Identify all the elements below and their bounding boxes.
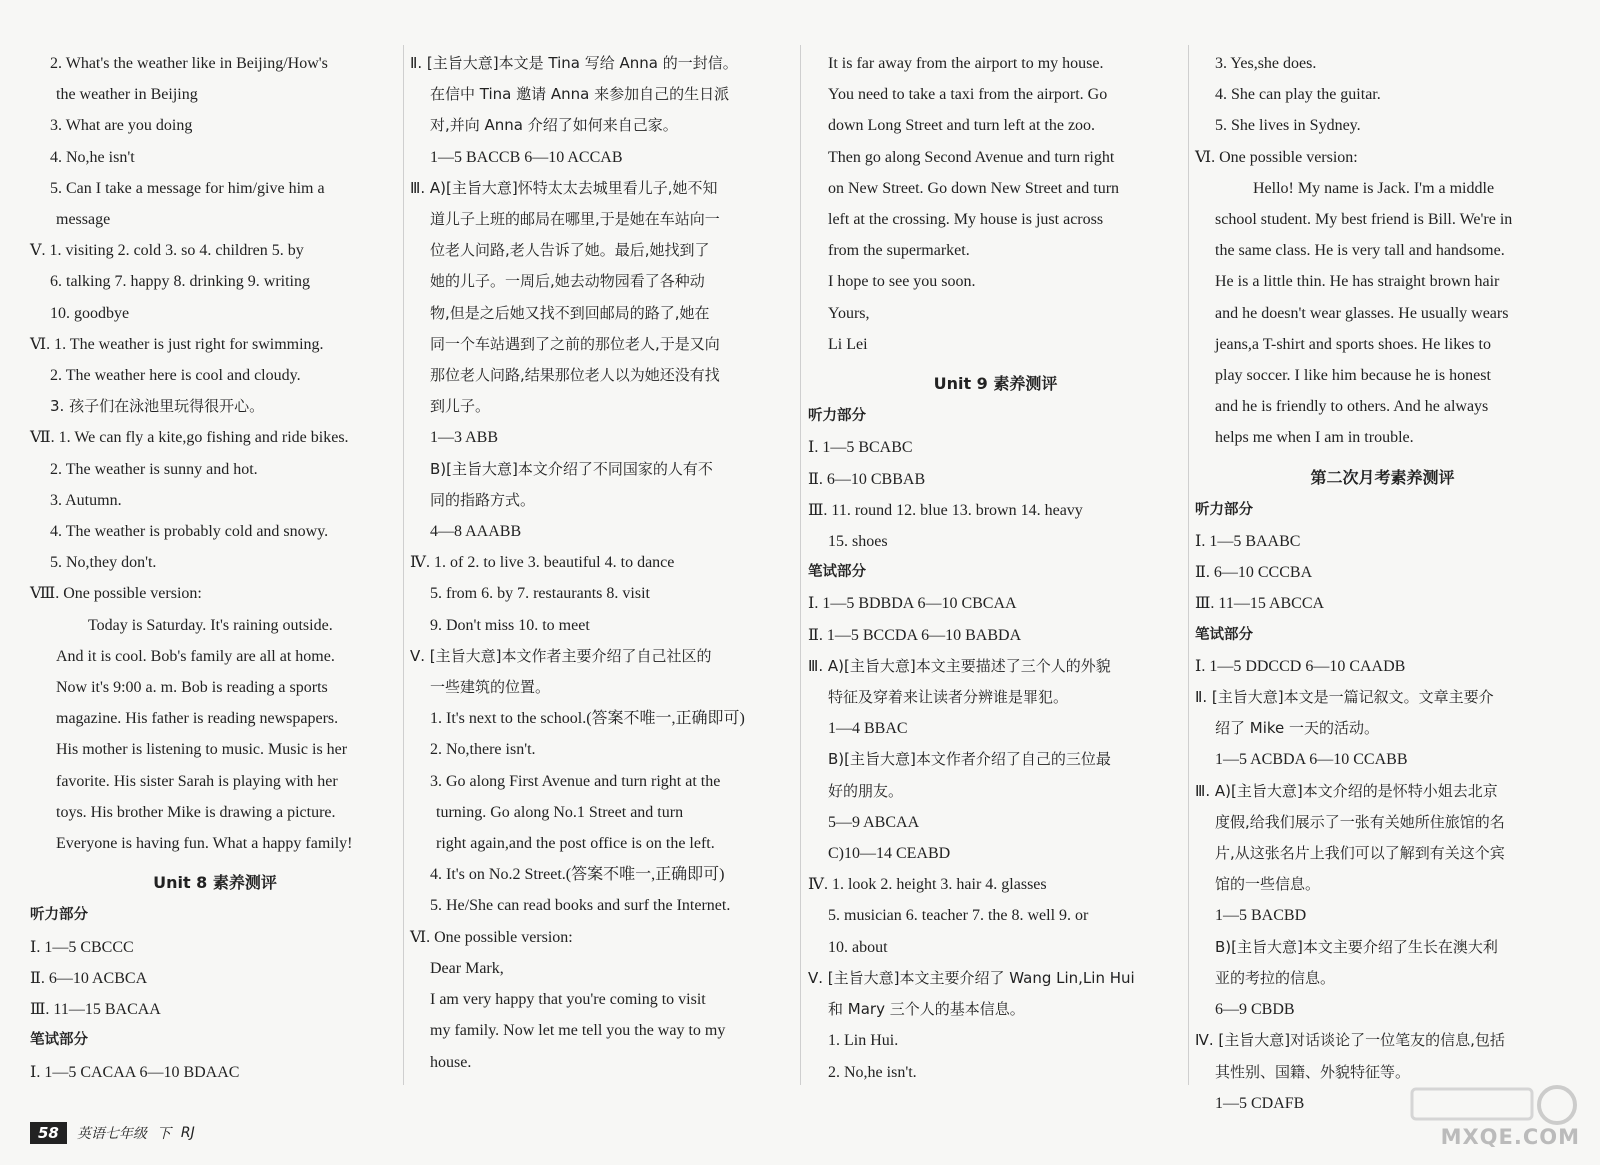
answer-line: Ⅲ. A)[主旨大意]怀特太太去城里看儿子,她不知 bbox=[410, 178, 718, 197]
section-label: 听力部分 bbox=[808, 408, 866, 425]
answer-line: Ⅱ. 6—10 CBBAB bbox=[808, 470, 926, 488]
section-title: Unit 9 素养测评 bbox=[933, 374, 1058, 394]
answer-line: Ⅴ. 1. visiting 2. cold 3. so 4. children 5. by bbox=[30, 242, 304, 260]
answer-line: 绍了 Mike 一天的活动。 bbox=[1215, 719, 1380, 738]
answer-line: 对,并向 Anna 介绍了如何来自己家。 bbox=[430, 116, 678, 135]
section-label: 听力部分 bbox=[30, 907, 88, 924]
section-label: 笔试部分 bbox=[30, 1032, 88, 1049]
section-label: 听力部分 bbox=[1195, 501, 1253, 518]
answer-line: from the supermarket. bbox=[828, 242, 970, 260]
answer-line: I hope to see you soon. bbox=[828, 273, 976, 291]
answer-line: Ⅳ. 1. look 2. height 3. hair 4. glasses bbox=[808, 876, 1047, 894]
answer-line: And it is cool. Bob's family are all at home. bbox=[56, 647, 335, 665]
volume-label: 下 bbox=[156, 1126, 171, 1142]
answer-line: 那位老人问路,结果那位老人以为她还没有找 bbox=[430, 366, 720, 385]
answer-line: 一些建筑的位置。 bbox=[430, 678, 551, 697]
section-title: 第二次月考素养测评 bbox=[1310, 467, 1455, 487]
answer-line: 亚的考拉的信息。 bbox=[1215, 968, 1336, 987]
answer-line: His mother is listening to music. Music is her bbox=[56, 741, 348, 759]
answer-line: my family. Now let me tell you the way to my bbox=[430, 1022, 726, 1040]
answer-line: 6. talking 7. happy 8. drinking 9. writing bbox=[50, 273, 310, 291]
answer-line: 同一个车站遇到了之前的那位老人,于是又向 bbox=[430, 334, 720, 353]
watermark-text: MXQE.COM bbox=[1440, 1125, 1580, 1149]
answer-line: toys. His brother Mike is drawing a picture. bbox=[56, 803, 336, 821]
answer-line: Ⅱ. [主旨大意]本文是 Tina 写给 Anna 的一封信。 bbox=[410, 54, 738, 72]
answer-line: Ⅳ. 1. of 2. to live 3. beautiful 4. to dance bbox=[410, 554, 675, 572]
answer-line: 其性别、国籍、外貌特征等。 bbox=[1215, 1062, 1411, 1081]
answer-line: He is a little thin. He has straight brown hair bbox=[1215, 273, 1500, 291]
answer-line: 馆的一些信息。 bbox=[1215, 875, 1321, 894]
answer-line: 1—4 BBAC bbox=[828, 720, 908, 738]
answer-line: 物,但是之后她又找不到回邮局的路了,她在 bbox=[430, 303, 710, 322]
answer-line: 2. The weather here is cool and cloudy. bbox=[50, 367, 301, 385]
answer-column-3 bbox=[808, 48, 1183, 1088]
answer-line: 2. No,there isn't. bbox=[430, 741, 536, 759]
answer-line: 4. It's on No.2 Street.(答案不唯一,正确即可) bbox=[430, 866, 725, 884]
answer-line: Dear Mark, bbox=[430, 959, 504, 977]
answer-line: Ⅳ. [主旨大意]对话谈论了一位笔友的信息,包括 bbox=[1195, 1031, 1505, 1050]
answer-line: Then go along Second Avenue and turn right bbox=[828, 148, 1115, 166]
answer-line: magazine. His father is reading newspapers. bbox=[56, 710, 339, 728]
answer-line: B)[主旨大意]本文主要介绍了生长在澳大利 bbox=[1215, 937, 1498, 956]
answer-line: Ⅰ. 1—5 BAABC bbox=[1195, 533, 1301, 551]
page-footer bbox=[30, 1122, 195, 1144]
answer-line: Ⅴ. [主旨大意]本文作者主要介绍了自己社区的 bbox=[410, 646, 712, 665]
answer-line: 5. musician 6. teacher 7. the 8. well 9. or bbox=[828, 907, 1089, 925]
answer-line: Ⅵ. One possible version: bbox=[1195, 148, 1358, 166]
answer-line: 4. The weather is probably cold and snowy. bbox=[50, 523, 329, 541]
answer-line: Ⅵ. 1. The weather is just right for swimming. bbox=[30, 335, 324, 353]
answer-line: down Long Street and turn left at the zoo. bbox=[828, 117, 1096, 135]
answer-line: Yours, bbox=[828, 304, 870, 322]
answer-line: C)10—14 CEABD bbox=[828, 845, 951, 863]
answer-line: Ⅵ. One possible version: bbox=[410, 928, 573, 946]
answer-line: 特征及穿着来让读者分辨谁是罪犯。 bbox=[828, 688, 1069, 707]
answer-line: 9. Don't miss 10. to meet bbox=[430, 616, 590, 634]
answer-line: 5. from 6. by 7. restaurants 8. visit bbox=[430, 585, 650, 603]
subject-label: 英语七年级 bbox=[76, 1126, 147, 1142]
answer-line: Ⅲ. 11. round 12. blue 13. brown 14. heavy bbox=[808, 501, 1083, 519]
answer-line: 10. about bbox=[828, 938, 888, 956]
answer-line: 1—5 BACBD bbox=[1215, 907, 1307, 925]
section-label: 笔试部分 bbox=[1195, 626, 1253, 643]
answer-line: 和 Mary 三个人的基本信息。 bbox=[828, 1000, 1025, 1019]
answer-column-4 bbox=[1195, 48, 1570, 1119]
answer-line: Ⅰ. 1—5 CBCCC bbox=[30, 938, 134, 956]
answer-line: 5. No,they don't. bbox=[50, 554, 157, 572]
answer-line: Ⅱ. 6—10 ACBCA bbox=[30, 969, 148, 987]
answer-line: 1—5 ACBDA 6—10 CCABB bbox=[1215, 751, 1408, 769]
answer-line: Ⅴ. [主旨大意]本文主要介绍了 Wang Lin,Lin Hui bbox=[808, 968, 1135, 987]
answer-line: favorite. His sister Sarah is playing with her bbox=[56, 772, 338, 790]
answer-line: left at the crossing. My house is just across bbox=[828, 211, 1104, 229]
column-divider bbox=[1188, 45, 1189, 1085]
answer-line: It is far away from the airport to my house. bbox=[828, 55, 1104, 72]
answer-line: turning. Go along No.1 Street and turn bbox=[436, 803, 684, 821]
edition-label: RJ bbox=[180, 1125, 195, 1141]
answer-line: jeans,a T-shirt and sports shoes. He likes to bbox=[1215, 335, 1491, 353]
answer-line: Ⅰ. 1—5 BDBDA 6—10 CBCAA bbox=[808, 595, 1017, 613]
answer-column-2 bbox=[410, 48, 795, 1078]
answer-line: 3. Yes,she does. bbox=[1215, 55, 1317, 72]
answer-line: the weather in Beijing bbox=[56, 86, 198, 104]
answer-line: Li Lei bbox=[828, 335, 868, 353]
answer-line: B)[主旨大意]本文作者介绍了自己的三位最 bbox=[828, 750, 1111, 769]
column-divider bbox=[800, 45, 801, 1085]
answer-line: and he doesn't wear glasses. He usually wears bbox=[1215, 304, 1509, 322]
answer-line: 4—8 AAABB bbox=[430, 523, 522, 541]
answer-line: 3. 孩子们在泳池里玩得很开心。 bbox=[50, 397, 265, 416]
answer-line: 3. Go along First Avenue and turn right at the bbox=[430, 772, 721, 790]
answer-line: 4. She can play the guitar. bbox=[1215, 86, 1381, 104]
answer-line: Ⅱ. [主旨大意]本文是一篇记叙文。文章主要介 bbox=[1195, 688, 1494, 707]
section-title: Unit 8 素养测评 bbox=[153, 873, 277, 893]
answer-line: 2. No,he isn't. bbox=[828, 1063, 917, 1081]
answer-line: 4. No,he isn't bbox=[50, 148, 135, 166]
answer-line: 1—3 ABB bbox=[430, 429, 499, 447]
answer-line: 1—5 BACCB 6—10 ACCAB bbox=[430, 148, 623, 166]
answer-line: 同的指路方式。 bbox=[430, 490, 536, 509]
answer-line: Hello! My name is Jack. I'm a middle bbox=[1253, 179, 1495, 197]
answer-line: 1—5 CDAFB bbox=[1215, 1094, 1305, 1112]
answer-line: 在信中 Tina 邀请 Anna 来参加自己的生日派 bbox=[430, 85, 730, 104]
answer-line: school student. My best friend is Bill. We're in bbox=[1215, 211, 1513, 229]
answer-line: Ⅶ. 1. We can fly a kite,go fishing and ride bikes. bbox=[30, 429, 349, 447]
answer-line: Ⅱ. 1—5 BCCDA 6—10 BABDA bbox=[808, 626, 1022, 644]
answer-line: and he is friendly to others. And he always bbox=[1215, 398, 1489, 416]
page-number: 58 bbox=[30, 1122, 67, 1144]
answer-line: the same class. He is very tall and handsome. bbox=[1215, 242, 1505, 260]
answer-line: 好的朋友。 bbox=[828, 781, 904, 800]
answer-line: message bbox=[56, 211, 111, 229]
answer-line: 她的儿子。一周后,她去动物园看了各种动 bbox=[430, 272, 705, 291]
answer-line: I am very happy that you're coming to visit bbox=[430, 991, 706, 1009]
answer-line: 3. What are you doing bbox=[50, 117, 193, 135]
answer-line: Ⅰ. 1—5 DDCCD 6—10 CAADB bbox=[1195, 657, 1406, 675]
answer-line: Now it's 9:00 a. m. Bob is reading a sports bbox=[56, 679, 328, 697]
answer-line: You need to take a taxi from the airport. Go bbox=[828, 86, 1108, 104]
answer-line: 5. Can I take a message for him/give him a bbox=[50, 179, 325, 197]
answer-line: Ⅰ. 1—5 CACAA 6—10 BDAAC bbox=[30, 1063, 240, 1081]
answer-line: Ⅲ. A)[主旨大意]本文介绍的是怀特小姐去北京 bbox=[1195, 781, 1498, 800]
answer-line: 5. She lives in Sydney. bbox=[1215, 117, 1361, 135]
answer-line: 15. shoes bbox=[828, 533, 888, 551]
answer-line: play soccer. I like him because he is honest bbox=[1215, 367, 1491, 385]
answer-line: 1. Lin Hui. bbox=[828, 1032, 899, 1050]
answer-line: 6—9 CBDB bbox=[1215, 1001, 1295, 1019]
answer-line: Ⅲ. 11—15 BACAA bbox=[30, 1001, 161, 1019]
answer-line: house. bbox=[430, 1053, 472, 1071]
answer-line: 5. He/She can read books and surf the Internet. bbox=[430, 897, 731, 915]
answer-line: 到儿子。 bbox=[430, 397, 491, 416]
column-divider bbox=[403, 45, 404, 1085]
answer-line: Everyone is having fun. What a happy family! bbox=[56, 835, 353, 853]
answer-line: 2. What's the weather like in Beijing/How's bbox=[50, 55, 328, 72]
answer-line: B)[主旨大意]本文介绍了不同国家的人有不 bbox=[430, 459, 713, 478]
answer-line: Ⅱ. 6—10 CCCBA bbox=[1195, 564, 1313, 582]
answer-line: 3. Autumn. bbox=[50, 491, 122, 509]
answer-line: 2. The weather is sunny and hot. bbox=[50, 460, 258, 478]
answer-column-1 bbox=[30, 48, 400, 1088]
answer-line: on New Street. Go down New Street and turn bbox=[828, 179, 1120, 197]
answer-line: 道儿子上班的邮局在哪里,于是她在车站向一 bbox=[430, 210, 720, 229]
answer-line: 位老人问路,老人告诉了她。最后,她找到了 bbox=[430, 241, 710, 260]
section-label: 笔试部分 bbox=[808, 564, 866, 581]
answer-line: Ⅲ. A)[主旨大意]本文主要描述了三个人的外貌 bbox=[808, 656, 1111, 675]
answer-line: Ⅰ. 1—5 BCABC bbox=[808, 439, 913, 457]
answer-line: 5—9 ABCAA bbox=[828, 813, 920, 831]
answer-line: 1. It's next to the school.(答案不唯一,正确即可) bbox=[430, 710, 745, 728]
answer-line: helps me when I am in trouble. bbox=[1215, 429, 1414, 447]
answer-line: Ⅲ. 11—15 ABCCA bbox=[1195, 595, 1325, 613]
answer-line: 10. goodbye bbox=[50, 304, 130, 322]
answer-line: Today is Saturday. It's raining outside. bbox=[88, 616, 333, 634]
answer-line: right again,and the post office is on the left. bbox=[436, 835, 715, 853]
answer-line: 度假,给我们展示了一张有关她所住旅馆的名 bbox=[1215, 812, 1505, 831]
answer-line: Ⅷ. One possible version: bbox=[30, 585, 202, 603]
answer-line: 片,从这张名片上我们可以了解到有关这个宾 bbox=[1215, 844, 1505, 863]
